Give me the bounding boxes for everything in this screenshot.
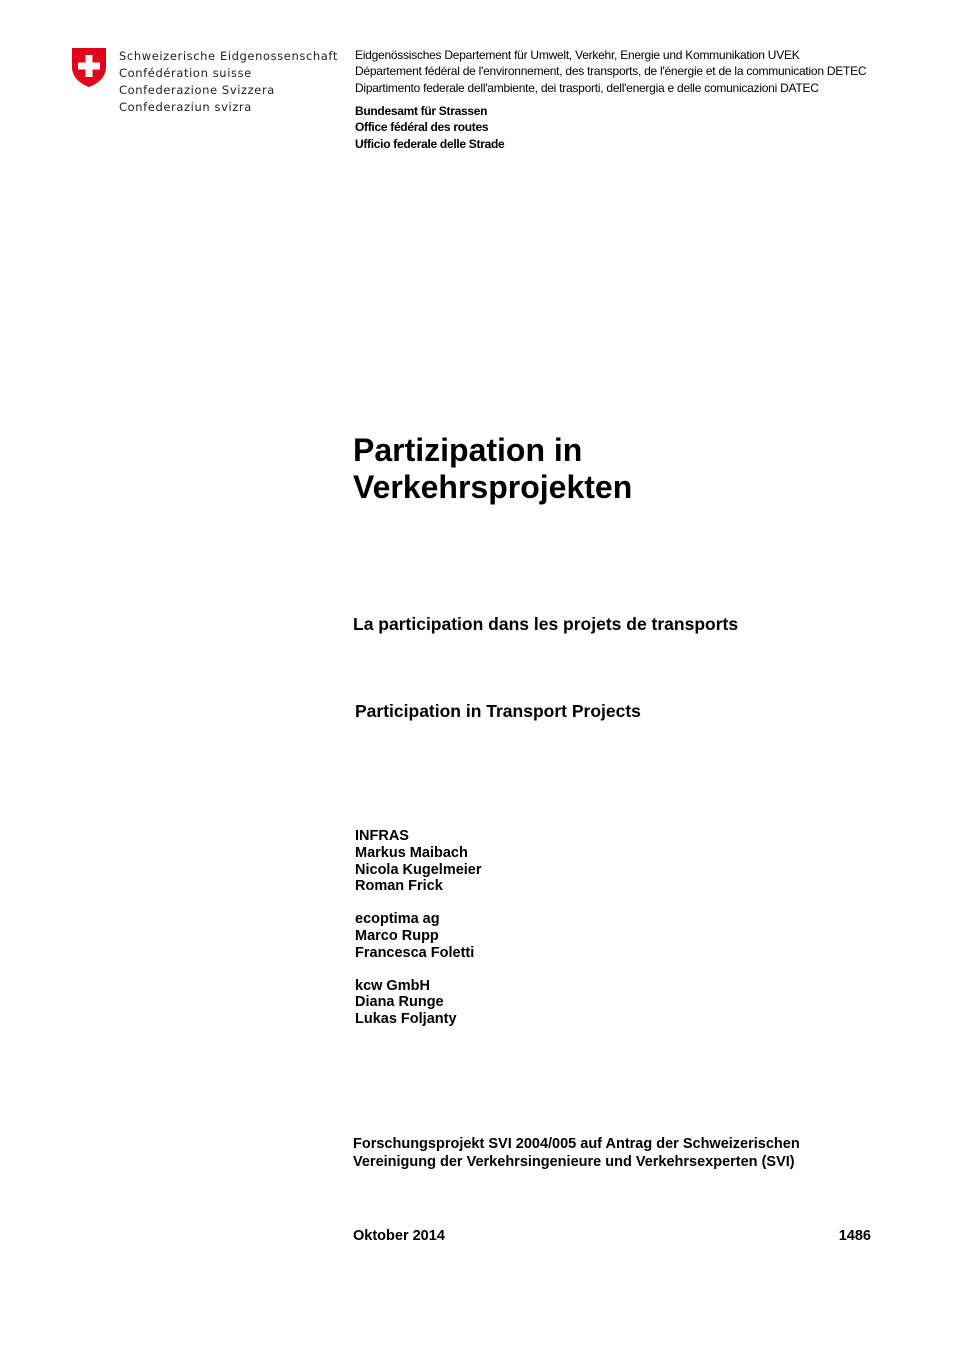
swiss-shield-icon [71,47,107,88]
author-organization: ecoptima ag [355,911,440,928]
author-name: Roman Frick [355,878,443,895]
footer [353,1228,871,1244]
report-title-line: Partizipation in [353,432,583,468]
author-name: Marco Rupp [355,927,439,944]
research-line: Vereinigung der Verkehrsingenieure und Verkehrsexperten (SVI) [353,1153,795,1170]
report-title [353,432,632,506]
author-organization: INFRAS [355,828,409,844]
authors-block [355,828,482,1044]
department-line-it: Dipartimento federale dell'ambiente, dei trasporti, dell'energia e delle comunicazioni DATEC [355,80,819,95]
department-block [355,47,866,96]
author-group [355,828,482,895]
department-line-fr: Département fédéral de l'environnement, des transports, de l'énergie et de la communication DETEC [355,64,867,79]
author-name: Diana Runge [355,994,444,1011]
office-block [355,103,504,152]
office-line-de: Bundesamt für Strassen [355,104,488,118]
author-group [355,911,482,961]
department-line-de: Eidgenössisches Departement für Umwelt, Verkehr, Energie und Kommunikation UVEK [355,48,800,62]
subtitle-english: Participation in Transport Projects [355,701,641,721]
research-project-note [353,1136,800,1171]
research-line: Forschungsprojekt SVI 2004/005 auf Antrag der Schweizerischen [353,1136,800,1152]
confederation-names [119,48,338,116]
publication-date: Oktober 2014 [353,1228,445,1244]
author-name: Markus Maibach [355,844,468,861]
report-number: 1486 [838,1228,871,1244]
confederation-line: Confederaziun svizra [119,100,252,114]
office-line-it: Ufficio federale delle Strade [355,136,505,151]
report-title-line: Verkehrsprojekten [353,469,633,505]
confederation-line: Confédération suisse [119,66,252,80]
author-name: Lukas Foljanty [355,1011,457,1028]
confederation-line: Confederazione Svizzera [119,83,275,97]
author-name: Nicola Kugelmeier [355,861,482,878]
confederation-line: Schweizerische Eidgenossenschaft [119,49,338,63]
author-group [355,978,482,1028]
author-name: Francesca Foletti [355,944,475,961]
subtitle-french: La participation dans les projets de transports [353,614,739,634]
office-line-fr: Office fédéral des routes [355,120,489,135]
author-organization: kcw GmbH [355,977,430,994]
